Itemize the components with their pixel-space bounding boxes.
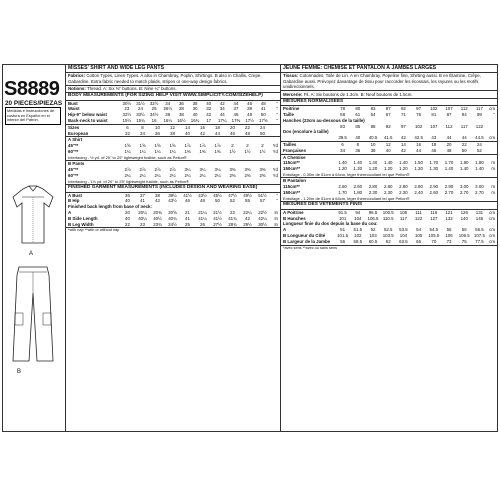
b-interfacing: Entoilage - 1.20m de 51cm à 64cm, léger thermocollant tel que Pellon® [283,195,410,201]
fabrics-text: Cotton Types, Linen Types. A also in Chambray, Poplin, Shirtings. B also in Challis, Crepe, Gabardine. Extra fabric needed to match plaids, stripes or one-way design fabrics. [68,73,262,84]
spanish-instructions-note: Medidas e instrucciones de costura en Español en el interior del Patrón. [5,107,61,125]
a-interfacing: Entoilage - 0.30m de 51cm à 64cm, léger thermocollant tel que Pellon® [283,171,410,177]
pants-back-illustration [9,263,57,365]
french-notions [281,91,497,99]
table-row: 60"** 2¼ 2¼ 2¼ 2¼ 2¼ 2¼ 2¼ 2⅜ 2⅜ 2⅜ Yd [68,172,278,178]
table-row: 115cm** 1.40 1.40 1.40 1.40 1.40 1.50 1.70 1.70 1.80 1.80 m [283,160,495,166]
shirt-back-illustration [9,183,57,249]
figure-a-label: A [29,251,34,257]
finished-back-length-label: Finished back length from base of neck: [68,204,152,210]
table-row: 39.5 40 40.5 41.5 42 42.5 43 44 44 44.5 cm [338,135,495,141]
table-row: 115cm** 2.60 2.60 2.80 2.80 2.80 2.90 2.90 2.90 3.00 3.00 m [283,184,495,190]
english-notions [66,86,280,94]
table-row: Hip-9" below waist 32½ 33½ 34½ 36 38 40 42 44 46 48 50 " [68,112,278,118]
notions-text: Thread. A: Six ⅜" buttons. B: Nine ¼" buttons. [86,86,177,92]
finished-measurements-title: MESURES DES VÊTEMENTS FINIS [281,202,497,210]
table-row: Waist 23 24 25 26½ 28 30 32 34 37 39 41 " [68,106,278,112]
body-measurements-title: BODY MEASUREMENTS (FOR SIZING HELP VISIT WWW.SIMPLICITY.COM/SIZEHELP) [66,93,280,101]
french-heading: JEUNE FEMME: CHEMISE ET PANTALON À JAMBES LARGES [281,65,497,73]
b-pants-label: B Pantalon [283,178,306,184]
a-interfacing: Interfacing - ½ yd. of 20" to 25" lightweight fusible, such as Pellon® [68,154,187,160]
notions-text: Fil. A: Six boutons de 1.3cm. B: Neuf boutons de 1.5cm. [303,91,413,97]
figure-b-label: B [17,369,22,375]
a-shirt-label: A Shirt [68,137,83,143]
french-footnote: *avec sens **avec ou sans sens [283,245,338,250]
fabrics-text: Cotonnades, Toile de Lin. A en Chambray, Popeline fine, Shirting aussi. B en Étamine, Crêpe, Gabardine aussi. Prévoyez davantage de tissu pour raccorder les écossais, les rayures ou les motifs unidirectionnels. [283,73,481,90]
french-column [280,65,497,431]
b-pants-label: B Pants [68,161,85,167]
table-row: 83 85 88 92 97 102 107 112 117 122 [340,123,484,129]
piece-count: 20 PIECES/PIEZAS [5,100,63,107]
fabrics-label: Fabrics: [68,73,86,79]
table-row: Poitrine 78 80 83 87 92 97 102 107 112 117 cm [283,106,495,112]
table-row: A 51 51.5 52 52.5 53.5 54 54.5 55 56 56.5 cm [283,227,495,233]
european-sizes-row: European 32 34 36 38 40 42 44 46 48 50 [68,130,265,136]
table-row: Bust 30½ 31½ 32½ 34 36 38 40 42 44 46 48 " [68,100,278,106]
english-footnote: *with nap **with or without nap [68,228,120,233]
pattern-number: S8889 [4,78,60,100]
english-fabrics [66,73,280,86]
table-row: B Hanches 101 104 106.5 110.5 117 122 127 132 140 145 cm [283,215,495,221]
sizes-row: Tailles 6 8 10 12 14 16 18 20 22 24 [283,141,482,147]
english-column [65,65,280,431]
finished-back-length-label: Longueur finie du dos depuis la base du cou: [283,221,378,227]
table-row: B Side Length 40 40¼ 40½ 40¾ 41 41¼ 41½ 41¾ 42 42¼ In [68,215,278,221]
table-row: 150cm** 1.20 1.20 1.20 1.20 1.20 1.30 1.30 1.40 1.40 1.40 m [283,166,495,172]
fabrics-label: Tissus: [283,73,299,79]
a-shirt-label: A Chemise [283,154,306,160]
notions-label: Mercerie: [283,91,303,97]
french-fabrics [281,73,497,92]
b-interfacing: Interfacing - 1⅛ yd. of 20" to 25" lightweight fusible, such as Pellon® [68,178,189,184]
table-row: Taille 58 61 64 67 71 76 81 87 94 99 " [283,111,495,117]
table-row: B Largeur de la Jambe 56 58.5 60.5 62 63.5 66 70 73 75 77.5 cm [283,238,495,244]
table-row: 45"** 1⅝ 1⅝ 1⅝ 1⅝ 1⅞ 1⅞ 1⅞ 2 2 2 Yd [68,143,278,149]
table-row: B Hip 40 41 42 43½ 46 48 50 52 55 57 " [68,198,278,204]
notions-label: Notions: [68,86,86,92]
table-row: B Longueur du Côté 101.5 102 103 103.5 104 105 105.5 106 106.5 107.5 cm [283,232,495,238]
finished-measurements-title: FINISHED GARMENT MEASUREMENTS (INCLUDES DESIGN AND WEARING EASE) [66,185,280,193]
table-row: B Leg Width 22 23 23¾ 24½ 25 26 27½ 28¾ 29½ 30½ In [68,221,278,227]
table-row: 45"** 2⅞ 2⅞ 2⅞ 2⅞ 3¼ 3¼ 3¼ 3⅜ 3⅜ 3⅜ Yd [68,167,278,173]
table-row: A Bust 36 37 38 39½ 41½ 43½ 45½ 47½ 49½ 51½ " [68,192,278,198]
table-row: A 20 20¼ 20⅜ 20⅝ 21 21¼ 21½ 22 22¼ 22½ In [68,210,278,216]
hip-label: Hanches (23cm au-dessous de la taille) [283,117,365,123]
table-row: 60"** 1¼ 1¼ 1¼ 1¼ 1⅜ 1⅜ 1⅜ 1½ 1½ 1½ Yd [68,149,278,155]
table-row: A Poitrine 91.5 94 96.5 100.5 106 111 116 121 126 131 cm [283,209,495,215]
back-label: Dos (encolure à taille) [283,129,329,135]
english-heading: MISSES' SHIRT AND WIDE LEG PANTS [66,65,280,73]
sizes-row: Sizes 6 8 10 12 14 16 18 20 22 24 [68,124,265,130]
pattern-envelope-back [2,64,498,432]
french-body-measurements-title: MESURES NORMALISÉES [281,99,497,107]
left-strip [3,65,65,431]
table-row: Back-neck to waist 15½ 15¾ 16 16¼ 16½ 16¾ 17 17¼ 17⅜ 17½ 17⅝ " [68,118,278,124]
table-row: 150cm** 1.70 1.80 2.30 2.30 2.30 2.40 2.60 2.70 2.70 2.70 m [283,189,495,195]
french-sizes-row: Françaises 34 36 38 40 42 44 46 48 50 52 [283,147,482,153]
